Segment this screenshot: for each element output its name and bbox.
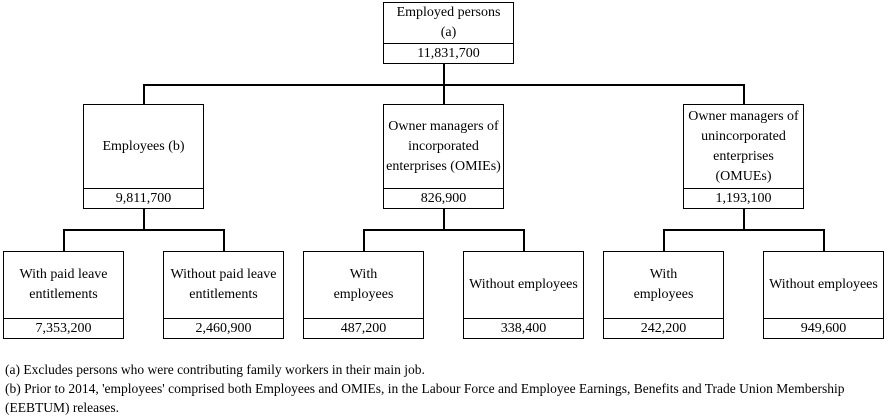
connector-to-employees [143, 84, 145, 104]
footnote-a: (a) Excludes persons who were contributing family workers in their main job. [5, 362, 425, 377]
node-label: Owner managers of unincorporated enterprises (OMUEs) [688, 108, 799, 184]
connector-to-omues-without [823, 229, 825, 251]
connector-employees-horizontal [63, 229, 224, 231]
node-label: Without employees [469, 277, 578, 292]
connector-root-down [443, 63, 445, 84]
connector-to-omies [443, 84, 445, 104]
node-value: 7,353,200 [4, 318, 123, 338]
node-omues [683, 104, 804, 209]
node-employed-persons [383, 2, 514, 64]
connector-to-omies-with [363, 229, 365, 251]
node-label: With employees [333, 267, 394, 302]
footnote-b: (b) Prior to 2014, 'employees' comprised both Employees and OMIEs, in the Labour Force and Employee Earnings, Benefits and Trade Union Membership (EEBTUM) releases. [5, 381, 845, 415]
connector-to-omues-with [663, 229, 665, 251]
node-label: With paid leave entitlements [19, 267, 108, 302]
node-value: 9,811,700 [84, 188, 203, 208]
node-value: 242,200 [604, 318, 723, 338]
node-omues-without-employees [763, 251, 884, 339]
node-label: Employees (b) [102, 138, 185, 154]
node-value: 11,831,700 [384, 43, 513, 63]
node-value: 826,900 [384, 188, 503, 208]
node-label: Owner managers of incorporated enterprises (OMIEs) [386, 118, 501, 174]
connector-omues-horizontal [663, 229, 824, 231]
node-omues-with-employees [603, 251, 724, 339]
node-omies-with-employees [303, 251, 424, 339]
node-with-paid-leave [3, 251, 124, 339]
node-label: Without paid leave entitlements [170, 267, 277, 302]
node-value: 1,193,100 [684, 188, 803, 208]
node-label: With employees [633, 267, 694, 302]
node-label: Without employees [769, 277, 878, 292]
node-value: 2,460,900 [164, 318, 283, 338]
connector-to-omies-without [523, 229, 525, 251]
node-employees [83, 104, 204, 209]
node-label: Employed persons (a) [396, 5, 501, 40]
node-value: 949,600 [764, 318, 883, 338]
connector-employees-down [143, 208, 145, 229]
node-omies-without-employees [463, 251, 584, 339]
connector-to-no-paid-leave [223, 229, 225, 251]
connector-to-omues [743, 84, 745, 104]
node-value: 338,400 [464, 318, 583, 338]
connector-to-paid-leave [63, 229, 65, 251]
node-omies [383, 104, 504, 209]
node-value: 487,200 [304, 318, 423, 338]
connector-omues-down [743, 208, 745, 229]
connector-omies-down [443, 208, 445, 229]
footnotes [5, 360, 885, 417]
connector-omies-horizontal [363, 229, 524, 231]
node-without-paid-leave [163, 251, 284, 339]
